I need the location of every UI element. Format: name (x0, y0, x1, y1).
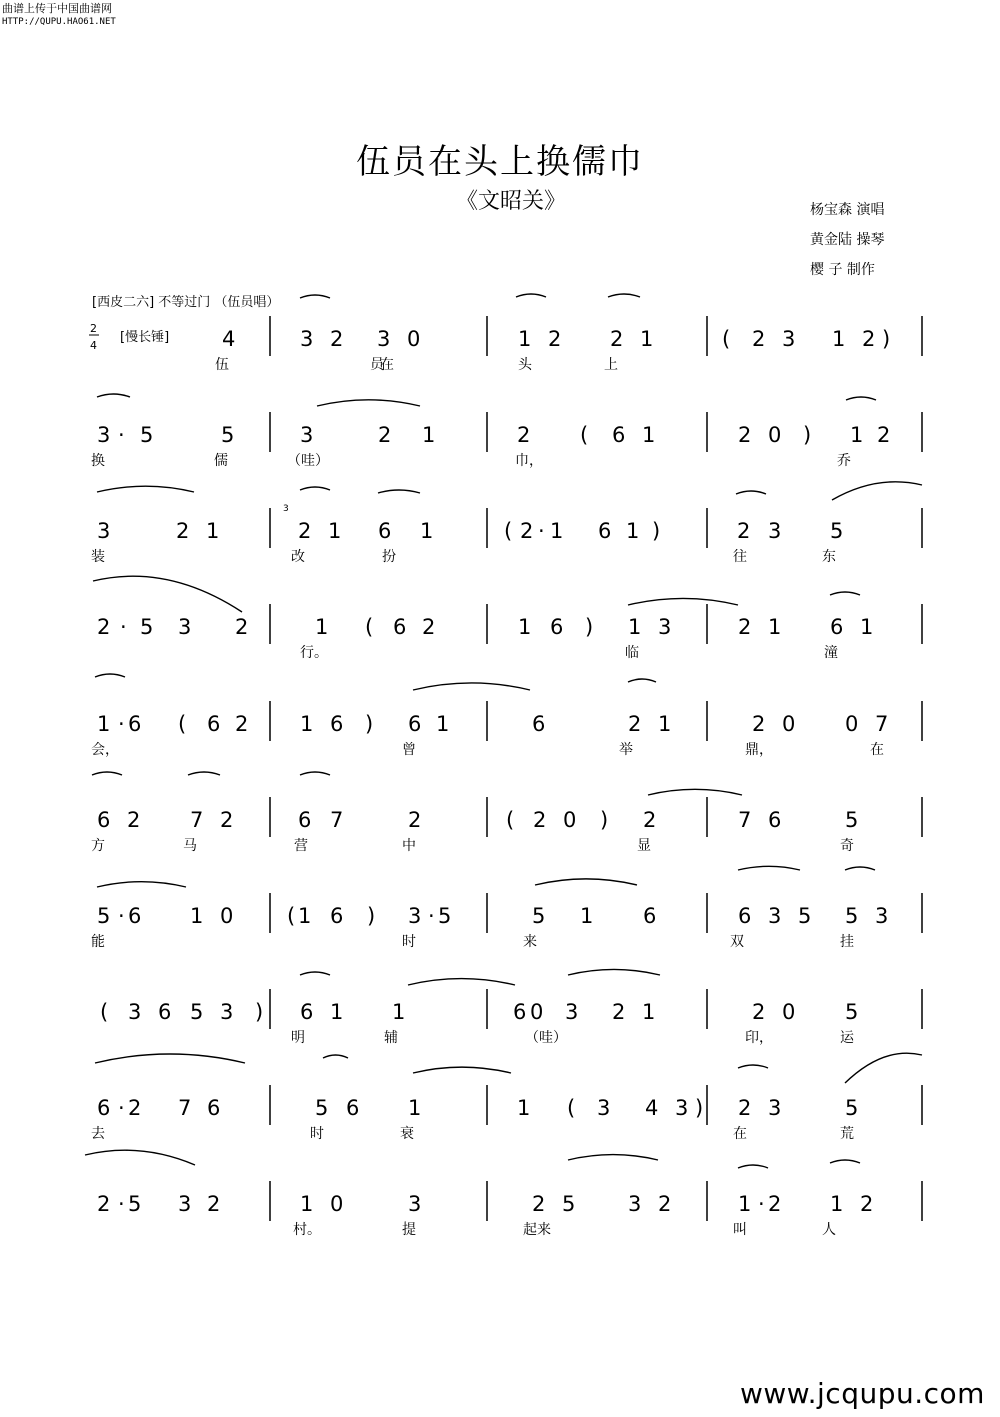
note-digit: 2 (752, 1000, 766, 1024)
lyric-text: 马 (183, 838, 197, 854)
note-digit: 1 (580, 904, 594, 928)
lyric-text: 双 (730, 934, 744, 950)
score-row (97, 604, 922, 661)
lyric-text: 潼 (824, 645, 838, 661)
lyric-text: 衰 (400, 1126, 414, 1142)
note-digit: 3 (675, 1096, 689, 1120)
note-digit: 7 (738, 808, 752, 832)
parenthesis: ) (695, 1096, 704, 1120)
slur-arc (95, 1054, 245, 1063)
slur-arc (413, 1067, 511, 1073)
note-digit: 2 (610, 327, 624, 351)
lyric-text: 鼎， (745, 742, 773, 758)
note-digit: 2 (235, 712, 249, 736)
parenthesis: ( (287, 904, 296, 928)
note-digit: 3 (782, 327, 796, 351)
lyric-text: 去 (91, 1126, 105, 1142)
slur-arc (738, 1065, 768, 1068)
note-digit: 1 (298, 904, 312, 928)
note-digit: 2 (517, 423, 531, 447)
note-digit: 3 (300, 327, 314, 351)
lyric-text: 荒 (840, 1126, 854, 1142)
score-row (91, 797, 922, 854)
note-digit: 1 (850, 423, 864, 447)
lyric-text: 明 (291, 1030, 305, 1046)
slur-arc (830, 592, 860, 595)
parenthesis: ( (365, 615, 374, 639)
note-digit: 4 (645, 1096, 659, 1120)
note-digit: 2 (330, 327, 344, 351)
lyric-text: 乔 (837, 453, 851, 469)
note-digit: 5 (128, 1192, 142, 1216)
note-digit: 2 (408, 808, 422, 832)
note-digit: 5 (438, 904, 452, 928)
lyric-text: 东 (822, 549, 836, 565)
slur-arc (188, 772, 220, 775)
slur-arc (845, 867, 875, 870)
dot-mark: · (538, 519, 545, 543)
note-digit: 6 (158, 1000, 172, 1024)
slur-arc (830, 1160, 860, 1163)
note-digit: 5 (532, 904, 546, 928)
note-digit: 2 (532, 1192, 546, 1216)
note-digit: 5 (221, 423, 235, 447)
slur-arc (628, 679, 656, 682)
lyric-text: 挂 (840, 934, 854, 950)
note-digit: 2 (643, 808, 657, 832)
note-digit: 2 (520, 519, 534, 543)
slur-arc (378, 490, 420, 493)
lyric-text: 举 (619, 742, 633, 758)
note-digit: 1 (658, 712, 672, 736)
note-digit: 2 (378, 423, 392, 447)
dot-mark: · (118, 904, 125, 928)
time-sig-bottom: 4 (90, 339, 97, 352)
note-digit: 7 (875, 712, 889, 736)
parenthesis: ( (178, 712, 187, 736)
lyric-text: 显 (637, 838, 651, 854)
credit-accompanist: 黄金陆 操琴 (810, 232, 885, 248)
page-title: 伍员在头上换儒巾 (356, 142, 644, 182)
note-digit: 1 (518, 615, 532, 639)
lyric-text: 方 (91, 838, 105, 854)
dot-mark: · (118, 423, 125, 447)
dot-mark: · (118, 1192, 125, 1216)
lyric-text: 在 (870, 742, 884, 758)
note-digit: 6 (128, 904, 142, 928)
lyric-text: 运 (840, 1030, 854, 1046)
lyric-text: 中 (402, 838, 416, 854)
note-digit: 2 (612, 1000, 626, 1024)
note-digit: 1 (640, 327, 654, 351)
website-watermark: www.jcqupu.com (740, 1377, 985, 1410)
note-digit: 3 (220, 1000, 234, 1024)
parenthesis: ( (504, 519, 513, 543)
note-digit: 3 (875, 904, 889, 928)
slur-arc (845, 1053, 922, 1083)
lyric-text: 在 (380, 357, 394, 373)
score-row (91, 1085, 922, 1142)
lyric-text: 提 (402, 1222, 416, 1238)
lyric-text: 儒 (214, 453, 228, 469)
note-digit: 6 (330, 712, 344, 736)
slur-arc (323, 1055, 348, 1058)
note-digit: 3 (128, 1000, 142, 1024)
note-digit: 3 (377, 327, 391, 351)
note-digit: 1 (328, 519, 342, 543)
note-digit: 5 (845, 904, 859, 928)
note-digit: 6 (300, 1000, 314, 1024)
note-digit: 5 (845, 808, 859, 832)
note-digit: 3 (658, 615, 672, 639)
note-digit: 6 (532, 712, 546, 736)
slur-arc (832, 482, 922, 500)
parenthesis: ( (100, 1000, 109, 1024)
note-digit: 2 (97, 1192, 111, 1216)
slur-arc (408, 979, 515, 985)
lyric-text: 临 (625, 645, 639, 661)
note-digit: 2 (220, 808, 234, 832)
note-digit: 2 (738, 423, 752, 447)
slur-arc (568, 1155, 658, 1160)
parenthesis: ) (365, 712, 374, 736)
slur-arc (300, 772, 330, 775)
lyric-text: 扮 (382, 549, 396, 565)
note-digit: 6 (598, 519, 612, 543)
note-digit: 6 (207, 712, 221, 736)
note-digit: 3 (178, 615, 192, 639)
note-digit: 1 (517, 1096, 531, 1120)
parenthesis: ) (600, 808, 609, 832)
lyric-text: 奇 (840, 838, 854, 854)
slur-arc (95, 674, 125, 677)
note-digit: 2 (128, 1096, 142, 1120)
slur-arc (568, 969, 660, 975)
note-digit: 1 (832, 327, 846, 351)
note-digit: 2 (877, 423, 891, 447)
slur-arc (736, 491, 766, 494)
parenthesis: ) (585, 615, 594, 639)
note-digit: 3 (408, 904, 422, 928)
note-digit: 1 (642, 423, 656, 447)
dot-mark: · (758, 1192, 765, 1216)
note-digit: 0 (220, 904, 234, 928)
note-digit: 6 (550, 615, 564, 639)
note-digit: 6 (207, 1096, 221, 1120)
note-digit: 7 (178, 1096, 192, 1120)
slur-arc (317, 400, 420, 406)
note-digit: 1 (300, 712, 314, 736)
note-digit: 1 (626, 519, 640, 543)
note-digit: 6 (408, 712, 422, 736)
note-digit: 6 (738, 904, 752, 928)
note-digit: 6 (830, 615, 844, 639)
note-digit: 4 (222, 327, 236, 351)
note-digit: 1 (830, 1192, 844, 1216)
note-digit: 0 (768, 423, 782, 447)
note-digit: 1 (436, 712, 450, 736)
note-digit: 1 (642, 1000, 656, 1024)
note-digit: 7 (190, 808, 204, 832)
note-digit: 1 (738, 1192, 752, 1216)
parenthesis: ( (567, 1096, 576, 1120)
credit-singer: 杨宝森 演唱 (810, 202, 885, 218)
note-digit: 5 (845, 1000, 859, 1024)
note-digit: 5 (97, 904, 111, 928)
lyric-text: 伍 (215, 357, 229, 373)
note-digit: 6 (330, 904, 344, 928)
note-digit: 1 (422, 423, 436, 447)
parenthesis: ) (803, 423, 812, 447)
note-digit: 6 (393, 615, 407, 639)
note-digit: 5 (140, 615, 154, 639)
note-digit: 5 (140, 423, 154, 447)
site-header-line1: 曲谱上传于中国曲谱网 (2, 2, 112, 15)
note-digit: 3 (408, 1192, 422, 1216)
note-digit: 2 (97, 615, 111, 639)
note-digit: 0 (407, 327, 421, 351)
note-digit: 6 (643, 904, 657, 928)
parenthesis: ) (367, 904, 376, 928)
slur-arc (97, 394, 130, 397)
note-digit: 2 (862, 327, 876, 351)
lyric-text: 村。 (293, 1222, 321, 1238)
note-digit: 6 (513, 1000, 527, 1024)
lyric-text: 叫 (733, 1222, 747, 1238)
note-digit: 5 (190, 1000, 204, 1024)
score-row (215, 316, 922, 373)
note-digit: 3 (768, 1096, 782, 1120)
note-digit: 6 (128, 712, 142, 736)
lyric-text: 印， (745, 1030, 773, 1046)
note-digit: 1 (300, 1192, 314, 1216)
note-digit: 1 (392, 1000, 406, 1024)
slur-arc (97, 486, 194, 492)
parenthesis: ) (255, 1000, 264, 1024)
note-digit: 2 (658, 1192, 672, 1216)
note-digit: 3 (628, 1192, 642, 1216)
note-digit: 0 (330, 1192, 344, 1216)
note-digit: 6 (346, 1096, 360, 1120)
lyric-text: 头 (518, 357, 532, 373)
lyric-text: 时 (310, 1126, 324, 1142)
slur-arc (300, 972, 330, 975)
note-digit: 1 (408, 1096, 422, 1120)
note-digit: 1 (860, 615, 874, 639)
note-digit: 5 (562, 1192, 576, 1216)
note-digit: 3 (300, 423, 314, 447)
intro-mark: [西皮二六] 不等过门 （伍员唱） (92, 295, 280, 310)
lyric-text: 行。 (300, 645, 328, 661)
dot-mark: · (118, 1096, 125, 1120)
slur-arc (648, 789, 742, 795)
note-digit: 1 (206, 519, 220, 543)
note-digit: 1 (97, 712, 111, 736)
slur-arc (516, 294, 546, 297)
slur-arc (738, 1165, 768, 1168)
lyric-text: 上 (604, 357, 618, 373)
lyric-text: 会， (91, 742, 119, 758)
credit-producer: 樱 子 制作 (810, 262, 875, 278)
note-digit: 2 (533, 808, 547, 832)
time-sig-top: 2 (90, 322, 97, 335)
note-digit: 5 (845, 1096, 859, 1120)
site-header-url: HTTP://QUPU.HAO61.NET (2, 17, 116, 27)
note-digit: 3 (565, 1000, 579, 1024)
note-digit: 2 (752, 327, 766, 351)
score-row (97, 1181, 922, 1238)
note-digit: 1 (420, 519, 434, 543)
parenthesis: ) (882, 327, 891, 351)
parenthesis: ( (722, 327, 731, 351)
slur-arc (413, 683, 530, 690)
slur-arc (628, 598, 738, 605)
note-digit: 2 (207, 1192, 221, 1216)
note-digit: 3 (97, 423, 111, 447)
slur-arc (92, 772, 122, 775)
slur-arc (85, 1150, 195, 1165)
lyric-text: 往 (733, 549, 747, 565)
page-subtitle: 《文昭关》 (456, 189, 567, 214)
note-digit: 0 (563, 808, 577, 832)
lyric-text: 换 (91, 453, 105, 469)
note-digit: 1 (315, 615, 329, 639)
lyric-text: 能 (91, 934, 105, 950)
grace-note-mark: 3 (283, 504, 289, 514)
slur-arc (535, 879, 637, 885)
note-digit: 3 (178, 1192, 192, 1216)
note-digit: 6 (378, 519, 392, 543)
lyric-text: 人 (822, 1222, 836, 1238)
note-digit: 2 (752, 712, 766, 736)
tempo-mark: [慢长锤] (120, 330, 170, 345)
note-digit: 5 (830, 519, 844, 543)
score-row (91, 701, 922, 758)
dot-mark: · (428, 904, 435, 928)
parenthesis: ( (580, 423, 589, 447)
note-digit: 1 (190, 904, 204, 928)
note-digit: 6 (97, 1096, 111, 1120)
dot-mark: · (118, 712, 125, 736)
note-digit: 6 (97, 808, 111, 832)
note-digit: 1 (628, 615, 642, 639)
lyric-text: 员 (370, 357, 384, 373)
slur-arc (846, 397, 876, 400)
lyric-text: 时 (402, 934, 416, 950)
lyric-text: 改 (291, 549, 305, 565)
note-digit: 6 (612, 423, 626, 447)
note-digit: 2 (768, 1192, 782, 1216)
slur-arc (608, 294, 640, 297)
parenthesis: ( (506, 808, 515, 832)
note-digit: 2 (738, 615, 752, 639)
note-digit: 1 (330, 1000, 344, 1024)
note-digit: 3 (768, 904, 782, 928)
note-digit: 1 (768, 615, 782, 639)
slur-arc (300, 487, 330, 490)
note-digit: 5 (798, 904, 812, 928)
score-rows (91, 316, 922, 1238)
slur-arc (97, 882, 186, 887)
note-digit: 2 (176, 519, 190, 543)
note-digit: 0 (845, 712, 859, 736)
time-signature (89, 322, 99, 352)
lyric-text: 来 (523, 934, 537, 950)
note-digit: 1 (518, 327, 532, 351)
lyric-text: 在 (733, 1126, 747, 1142)
note-digit: 0 (782, 712, 796, 736)
note-digit: 3 (97, 519, 111, 543)
slur-arc (738, 866, 800, 870)
note-digit: 2 (628, 712, 642, 736)
note-digit: 0 (530, 1000, 544, 1024)
note-digit: 0 (782, 1000, 796, 1024)
note-digit: 2 (127, 808, 141, 832)
lyric-text: 营 (294, 838, 308, 854)
score-row (91, 508, 922, 565)
note-digit: 3 (597, 1096, 611, 1120)
score-row (91, 893, 922, 950)
note-digit: 2 (548, 327, 562, 351)
note-digit: 2 (298, 519, 312, 543)
note-digit: 6 (298, 808, 312, 832)
note-digit: 7 (330, 808, 344, 832)
note-digit: 5 (315, 1096, 329, 1120)
lyric-text: 装 (91, 549, 105, 565)
slur-arc (93, 576, 242, 612)
lyric-text: （哇） (287, 453, 329, 469)
lyric-text: 曾 (402, 742, 416, 758)
dot-mark: · (120, 615, 127, 639)
lyric-text: 巾， (515, 453, 543, 469)
note-digit: 2 (737, 519, 751, 543)
note-digit: 3 (768, 519, 782, 543)
parenthesis: ) (652, 519, 661, 543)
lyric-text: 起来 (523, 1222, 551, 1238)
note-digit: 2 (422, 615, 436, 639)
note-digit: 2 (860, 1192, 874, 1216)
score-row (91, 412, 922, 469)
score-row (100, 989, 922, 1046)
note-digit: 2 (235, 615, 249, 639)
lyric-text: 辅 (384, 1030, 398, 1046)
note-digit: 2 (738, 1096, 752, 1120)
lyric-text: （哇） (525, 1030, 567, 1046)
note-digit: 6 (768, 808, 782, 832)
slur-arc (300, 295, 330, 298)
note-digit: 1 (550, 519, 564, 543)
